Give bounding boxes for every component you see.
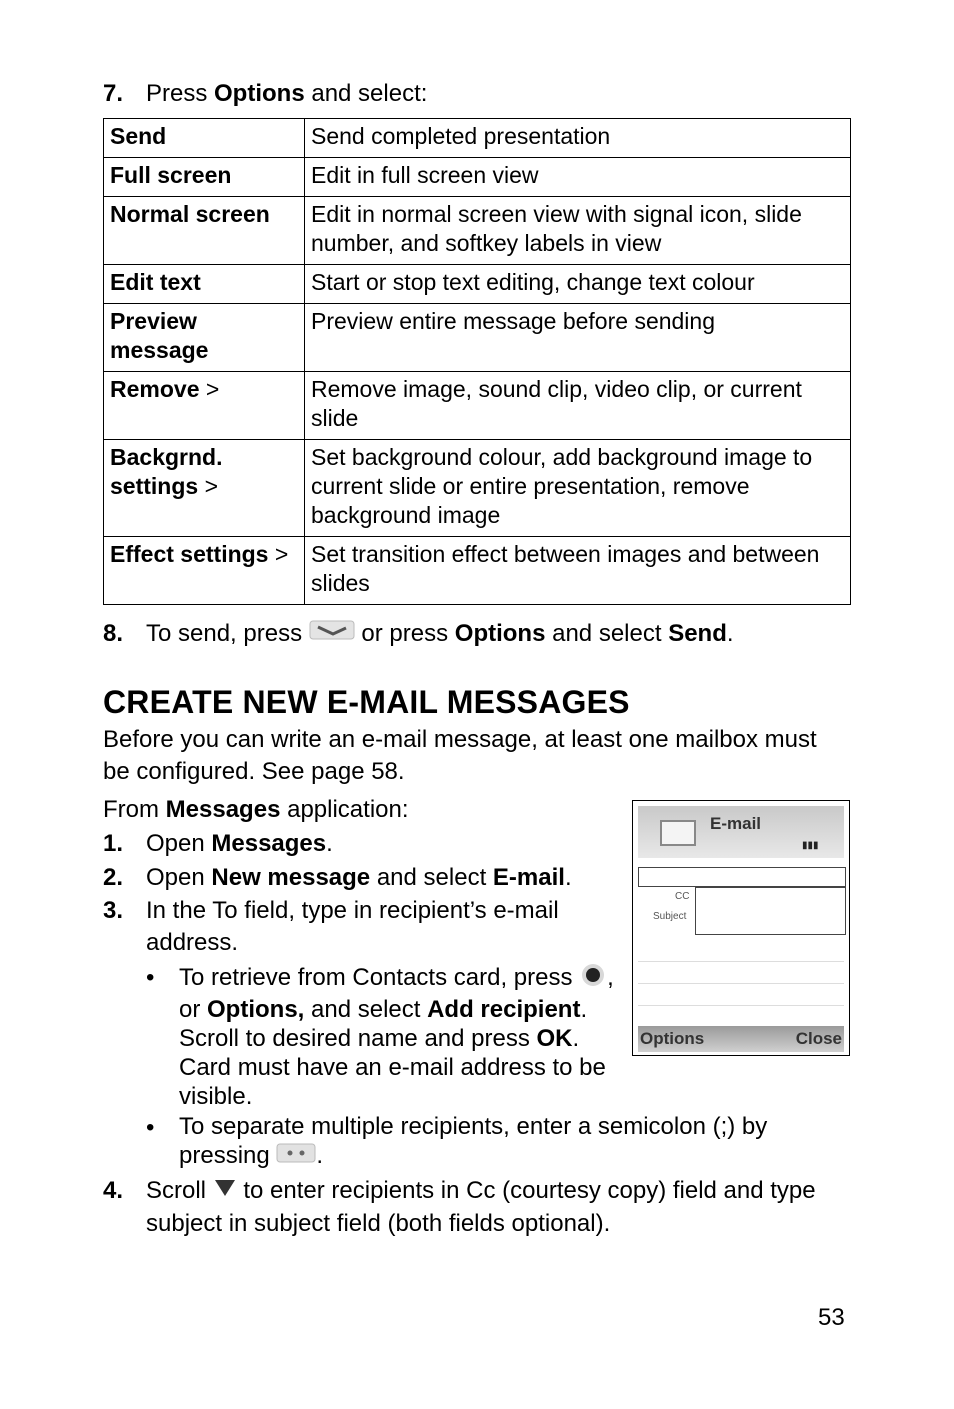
options-row — [104, 304, 851, 372]
step-2-bold-new-message: New message — [211, 864, 371, 891]
selection-key-icon — [579, 962, 607, 995]
divider-line — [638, 1005, 844, 1006]
page-number: 53 — [818, 1304, 845, 1331]
option-submenu-marker: > — [268, 541, 289, 567]
option-description: Edit in full screen view — [305, 158, 851, 197]
step-3-text: In the To field, type in recipient’s e-mail address. — [146, 897, 559, 956]
option-name — [104, 158, 305, 197]
send-key-icon — [309, 618, 355, 651]
envelope-icon — [660, 820, 696, 846]
cc-label: CC — [675, 891, 690, 902]
options-row — [104, 265, 851, 304]
step-7-text — [146, 78, 427, 110]
option-name — [104, 440, 305, 537]
signal-icon: ▮▮▮ — [802, 840, 819, 851]
option-name — [104, 265, 305, 304]
bullet-2-mark: • — [146, 1114, 155, 1141]
step-4-a: Scroll — [146, 1177, 213, 1204]
bullet-2-b: . — [316, 1142, 324, 1169]
bullet-1-b: , or — [179, 963, 614, 1023]
step-2-pre: Open — [146, 864, 212, 891]
step-2-number: 2. — [103, 864, 124, 891]
options-row — [104, 537, 851, 605]
bullet-1-text — [179, 962, 619, 1111]
step-2-post: . — [564, 864, 572, 891]
step-8-end: . — [726, 620, 734, 647]
option-key: Backgrnd. settings — [110, 444, 223, 499]
bullet-1-ok: OK — [536, 1025, 573, 1052]
option-key: Edit text — [110, 269, 201, 295]
scroll-down-icon — [213, 1176, 237, 1208]
to-field — [638, 867, 846, 887]
step-7-post: and select: — [304, 80, 428, 107]
bullet-1-a: To retrieve from Contacts card, press — [179, 963, 580, 991]
step-8-bold-send: Send — [668, 620, 727, 647]
step-8-bold-options: Options — [454, 620, 546, 647]
email-screenshot — [632, 800, 850, 1056]
from-bold: Messages — [165, 796, 281, 823]
section-title: CREATE NEW E-MAIL MESSAGES — [103, 684, 630, 720]
step-1-pre: Open — [146, 830, 212, 857]
options-row — [104, 197, 851, 265]
option-description: Set transition effect between images and between slides — [305, 537, 851, 605]
step-1-number: 1. — [103, 830, 124, 857]
step-2-bold-email: E-mail — [492, 864, 565, 891]
screenshot-title: E-mail — [710, 814, 762, 833]
options-row — [104, 372, 851, 440]
option-description: Send completed presentation — [305, 119, 851, 158]
divider-line — [638, 983, 844, 984]
option-key: Preview message — [110, 308, 209, 363]
option-submenu-marker: > — [199, 376, 220, 402]
step-2-text — [146, 862, 572, 894]
option-name — [104, 372, 305, 440]
semicolon-key-icon — [276, 1141, 316, 1172]
option-name — [104, 537, 305, 605]
option-key: Send — [110, 123, 167, 149]
step-1-post: . — [326, 830, 333, 857]
step-7-pre: Press — [146, 80, 215, 107]
option-key: Effect settings — [110, 541, 269, 567]
step-1-text — [146, 828, 333, 860]
option-description: Start or stop text editing, change text colour — [305, 265, 851, 304]
bullet-1-add-recipient: Add recipient — [427, 996, 581, 1023]
options-row — [104, 158, 851, 197]
bullet-1-d: and select — [304, 996, 428, 1023]
bullet-1-options: Options, — [207, 996, 305, 1023]
option-name — [104, 304, 305, 372]
from-line — [103, 794, 409, 826]
step-8-text — [146, 618, 734, 651]
bullet-2-text — [179, 1112, 839, 1172]
bullet-1-mark: • — [146, 964, 155, 991]
step-8-number: 8. — [103, 620, 124, 647]
from-pre: From — [103, 796, 166, 823]
from-post: application: — [280, 796, 409, 823]
step-7-bold: Options — [214, 80, 305, 107]
option-description: Edit in normal screen view with signal icon, slide number, and softkey labels in view — [305, 197, 851, 265]
step-1-bold: Messages — [211, 830, 327, 857]
softkey-bar — [638, 1026, 844, 1052]
bullet-1-f: . Scroll to desired name and press — [179, 996, 588, 1052]
option-description: Remove image, sound clip, video clip, or current slide — [305, 372, 851, 440]
cc-subject-field — [695, 887, 846, 935]
step-4-number: 4. — [103, 1177, 124, 1204]
softkey-right: Close — [795, 1029, 842, 1048]
option-description: Set background colour, add background image to current slide or entire presentation, remove background image — [305, 440, 851, 537]
options-row — [104, 440, 851, 537]
option-submenu-marker: > — [198, 473, 219, 499]
step-8-and: and select — [545, 620, 669, 647]
divider-line — [638, 961, 844, 962]
option-key: Full screen — [110, 162, 232, 188]
step-8-pre: To send, press — [146, 620, 309, 647]
options-row — [104, 119, 851, 158]
step-4-text — [146, 1175, 836, 1240]
step-2-mid: and select — [370, 864, 493, 891]
options-table — [103, 118, 851, 605]
softkey-left: Options — [640, 1029, 705, 1048]
bullet-2-a: To separate multiple recipients, enter a semicolon (;) by pressing — [179, 1113, 768, 1169]
option-name — [104, 119, 305, 158]
subject-label: Subject — [653, 911, 687, 922]
option-description: Preview entire message before sending — [305, 304, 851, 372]
step-3-number: 3. — [103, 897, 124, 924]
option-key: Normal screen — [110, 201, 270, 227]
option-key: Remove — [110, 376, 200, 402]
bullet-1-h: . Card must have an e-mail address to be visible. — [179, 1025, 606, 1110]
option-name — [104, 197, 305, 265]
step-8-mid: or press — [354, 620, 455, 647]
intro-paragraph: Before you can write an e-mail message, at least one mailbox must be configured. See page 58. — [103, 726, 817, 785]
step-7-number: 7. — [103, 80, 124, 107]
screenshot-header — [638, 806, 844, 858]
step-4-b: to enter recipients in Cc (courtesy copy) field and type subject in subject field (both fields optional). — [146, 1177, 816, 1237]
